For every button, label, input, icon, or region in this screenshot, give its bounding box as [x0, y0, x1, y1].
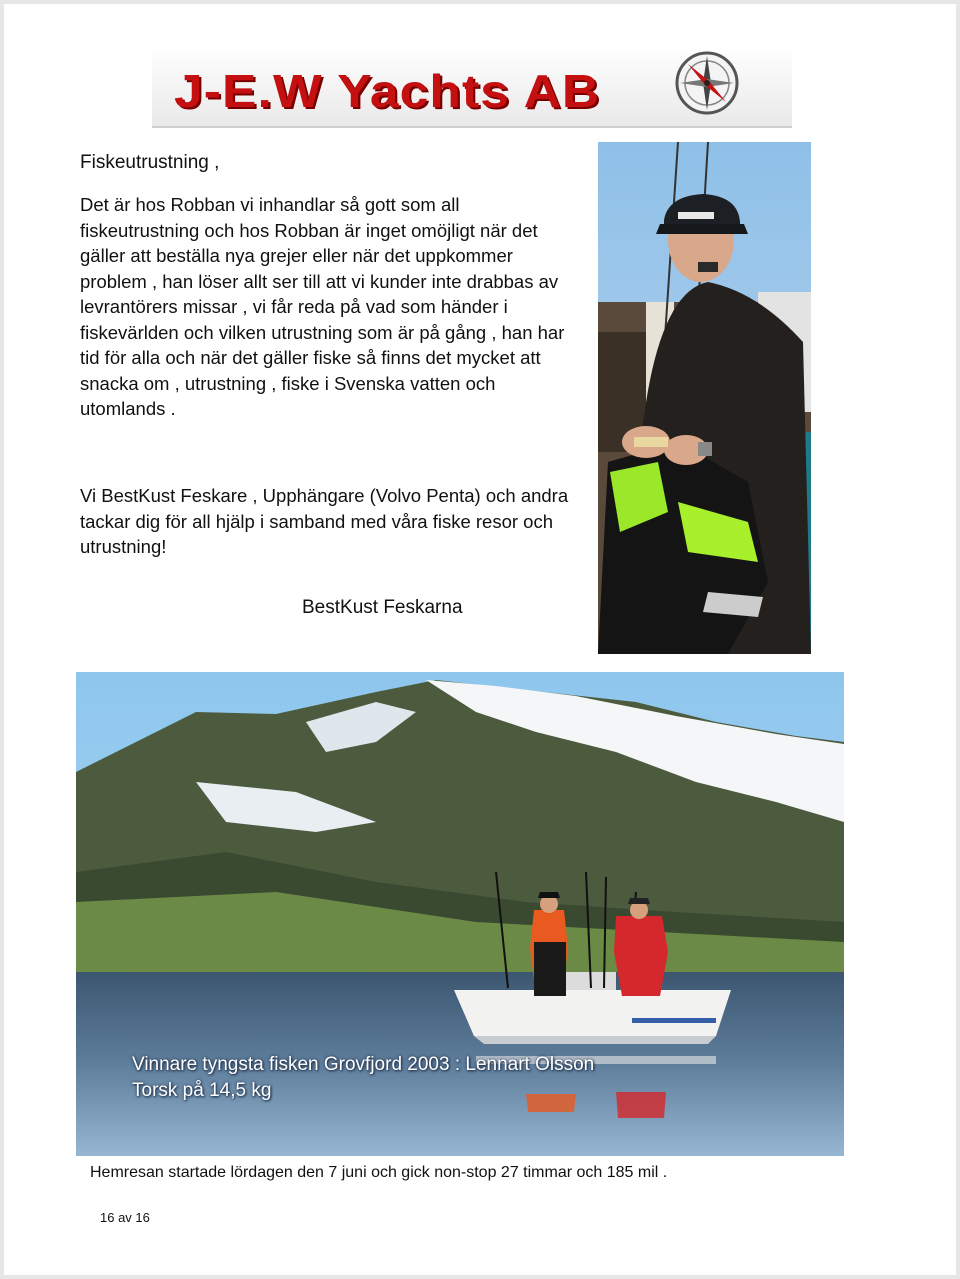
fisherman-portrait-photo	[598, 142, 811, 654]
page-number: 16 av 16	[100, 1210, 150, 1225]
company-logo	[152, 46, 792, 128]
signature: BestKust Feskarna	[302, 597, 463, 618]
caption-line-2: Torsk på 14,5 kg	[132, 1080, 272, 1101]
body-paragraph-2: Vi BestKust Feskare , Upphängare (Volvo Penta) och andra tackar dig för all hjälp i samband med våra fiske resor och utrustning!	[80, 485, 569, 557]
body-paragraph-1: Det är hos Robban vi inhandlar så gott som all fiskeutrustning och hos Robban är inget omöjligt när det gäller att beställa nya grejer eller när det uppkommer problem , han löser allt ser till att vi kunder inte drabbas av levrantörers missar , vi får reda på vad som händer i fiskevärlden och vilken utrustning som är på gång , han har tid för alla och när det gäller fiske så finns det mycket att snacka om , utrustning , fiske i Svenska vatten och utomlands .	[80, 194, 565, 419]
footer-note: Hemresan startade lördagen den 7 juni och gick non-stop 27 timmar och 185 mil .	[90, 1164, 668, 1181]
photo-caption	[132, 1052, 594, 1104]
caption-line-1: Vinnare tyngsta fisken Grovfjord 2003 : Lennart Olsson	[132, 1054, 595, 1075]
document-page	[4, 4, 956, 1275]
logo-text: J-E.W Yachts AB	[174, 65, 601, 117]
section-heading: Fiskeutrustning ,	[80, 152, 220, 173]
compass-rose-icon	[674, 50, 740, 116]
